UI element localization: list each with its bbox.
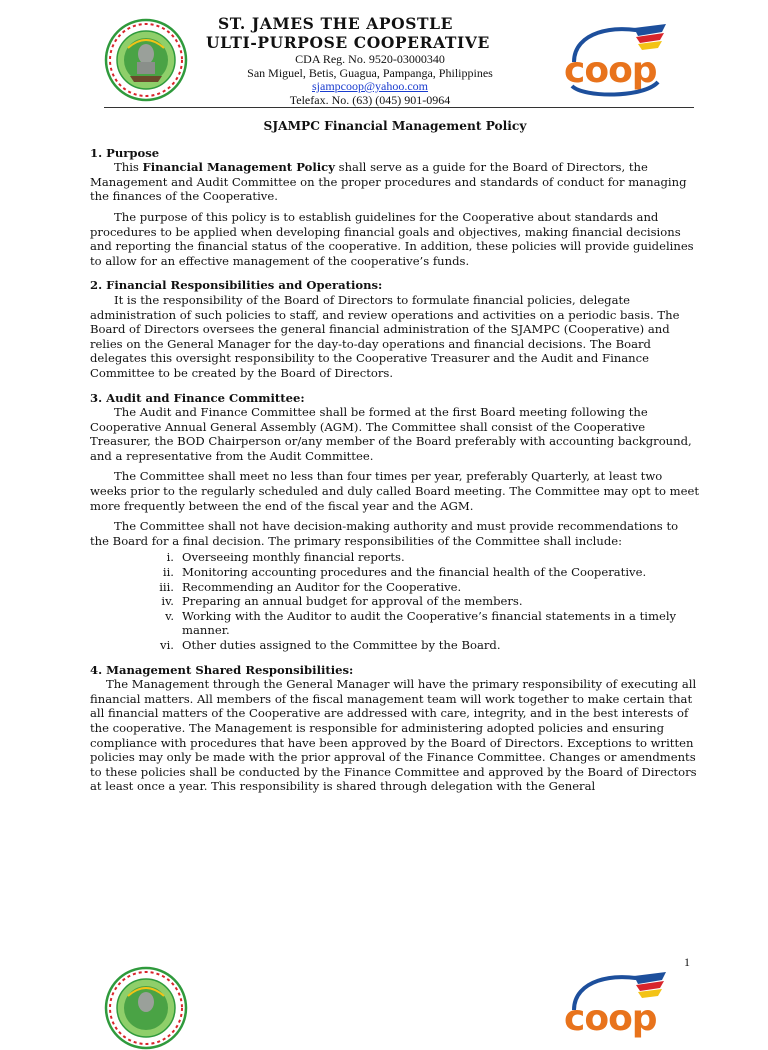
footer-seal-logo (104, 966, 188, 1050)
audit-paragraph-1: The Audit and Finance Committee shall be formed at the first Board meeting following the Cooperative Annual General Assembly (AGM). The Committee shall consist of the Cooperative Treasurer, the BOD Chairperson or/any member of the Board preferably with accounting background, and a representative from the Audit Committee. (90, 405, 692, 463)
footer-coop-logo (554, 970, 674, 1048)
address: San Miguel, Betis, Guagua, Pampanga, Philippines (247, 66, 493, 80)
list-item: iv. Preparing an annual budget for approval of the members. (161, 594, 523, 609)
committee-duties-list (90, 550, 700, 652)
document-body (90, 119, 700, 794)
footer-coop-logo-text: coop (564, 998, 657, 1039)
list-item: ii. Monitoring accounting procedures and the financial health of the Cooperative. (162, 565, 647, 580)
section-heading-audit-committee: 3. Audit and Finance Committee: (90, 390, 305, 405)
management-paragraph: The Management through the General Manager will have the primary responsibility of executing all financial matters. All members of the fiscal management team will work together to make certain that all financial matters of the Cooperative are addressed with care, integrity, and in the best interests of the cooperative. The Management is responsible for administering adopted policies and ensuring compliance with procedures that have been approved by the Board of Directors. Exceptions to written policies may only be made with the prior approval of the Finance Committee. Changes or amendments to these policies shall be conducted by the Finance Committee and approved by the Board of Directors at least once a year. This responsibility is shared through delegation with the General (90, 677, 697, 794)
section-heading-responsibilities: 2. Financial Responsibilities and Operations: (90, 278, 383, 293)
section-heading-purpose: 1. Purpose (90, 145, 160, 160)
list-item: iii. Recommending an Auditor for the Cooperative. (159, 579, 462, 594)
letterhead (0, 0, 768, 108)
purpose-paragraph-1: This Financial Management Policy shall serve as a guide for the Board of Directors, the Management and Audit Committee on the proper procedures and standards of conduct for managing the finances of the Cooperative. (90, 160, 687, 204)
list-item: vi. Other duties assigned to the Committee by the Board. (160, 638, 501, 652)
cda-registration: CDA Reg. No. 9520-03000340 (295, 52, 445, 66)
list-item: i. Overseeing monthly financial reports. (166, 550, 405, 565)
org-name-line1: ST. JAMES THE APOSTLE (218, 14, 454, 33)
document-title: SJAMPC Financial Management Policy (263, 119, 527, 133)
org-name-line2: ULTI-PURPOSE COOPERATIVE (206, 33, 490, 52)
purpose-paragraph-2: The purpose of this policy is to establish guidelines for the Cooperative about standards and procedures to be applied when developing financial goals and objectives, making financial decisions and reporting the financial status of the cooperative. In addition, these policies will provide guidelines to allow for an effective management of the cooperative’s funds. (90, 209, 694, 268)
cooperative-seal-logo (104, 18, 188, 102)
audit-paragraph-3: The Committee shall not have decision-making authority and must provide recommendations to the Board for a final decision. The primary responsibilities of the Committee shall include: (90, 519, 679, 548)
audit-paragraph-2: The Committee shall meet no less than four times per year, preferably Quarterly, at least two weeks prior to the regularly scheduled and duly called Board meeting. The Committee may opt to meet more frequently between the end of the fiscal year and the AGM. (90, 469, 700, 513)
section-heading-management: 4. Management Shared Responsibilities: (90, 662, 354, 677)
responsibilities-paragraph: It is the responsibility of the Board of Directors to formulate financial policies, delegate administration of such policies to staff, and review operations and activities on a periodic basis. The Board of Directors oversees the general financial administration of the SJAMPC (Cooperative) and relies on the General Manager for the day-to-day operations and financial decisions. The Board delegates this oversight responsibility to the Cooperative Treasurer and the Audit and Finance Committee to be created by the Board of Directors. (90, 292, 680, 380)
email-link[interactable]: sjampcoop@yahoo.com (311, 79, 429, 93)
coop-logo-text: coop (564, 50, 657, 91)
list-item: v. Working with the Auditor to audit the Cooperative’s financial statements in a timely manner. (165, 608, 677, 638)
page-number: 1 (684, 955, 690, 969)
coop-brand-logo (554, 22, 674, 100)
policy-name-bold: Financial Management Policy (142, 160, 335, 175)
telefax: Telefax. No. (63) (045) 901-0964 (289, 93, 451, 107)
header-divider (104, 107, 694, 108)
